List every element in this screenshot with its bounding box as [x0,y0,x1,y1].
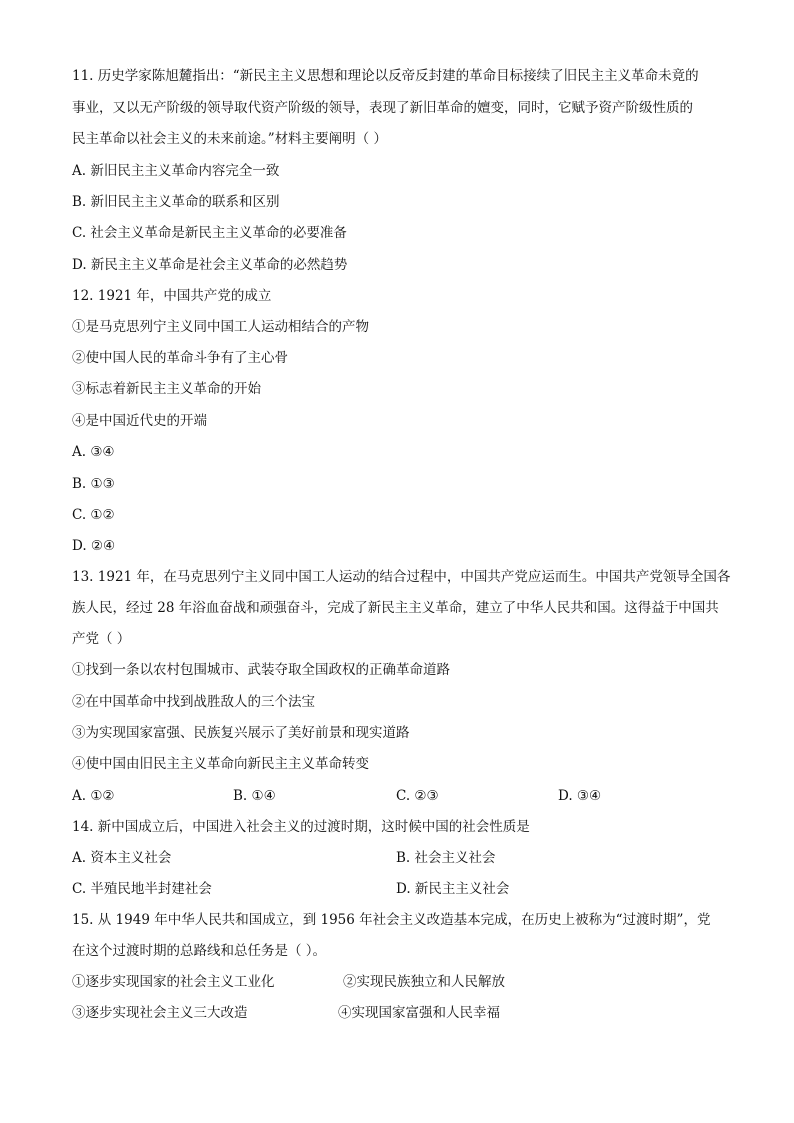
q15-stem-line-2: 在这个过渡时期的总路线和总任务是（ ）。 [72,943,327,959]
q12-option-d: D. ②④ [72,538,116,554]
q11-option-c: C. 社会主义革命是新民主主义革命的必要准备 [72,225,347,241]
q13-stem-line-1: 13. 1921 年，在马克思列宁主义同中国工人运动的结合过程中，中国共产党应运而生。中国共产党领导全国各 [72,569,731,585]
q11-option-b: B. 新旧民主主义革命的联系和区别 [72,194,280,210]
q15-item-2: ②实现民族独立和人民解放 [343,974,505,990]
q11-stem-line-3: 民主革命以社会主义的未来前途。”材料主要阐明（ ） [72,131,387,147]
q13-option-b: B. ①④ [233,788,276,804]
q11-option-a: A. 新旧民主主义革命内容完全一致 [72,163,280,179]
q14-option-b: B. 社会主义社会 [396,850,496,866]
q11-stem-line-2: 事业，又以无产阶级的领导取代资产阶级的领导，表现了新旧革命的嬗变，同时，它赋予资产阶级性质的 [72,100,693,116]
q13-item-3: ③为实现国家富强、民族复兴展示了美好前景和现实道路 [72,725,410,741]
q12-item-2: ②使中国人民的革命斗争有了主心骨 [72,350,288,366]
q14-option-d: D. 新民主主义社会 [396,881,510,897]
q15-item-4: ④实现国家富强和人民幸福 [338,1005,500,1021]
q13-item-4: ④使中国由旧民主主义革命向新民主主义革命转变 [72,756,369,772]
q15-item-3: ③逐步实现社会主义三大改造 [72,1005,248,1021]
q14-option-c: C. 半殖民地半封建社会 [72,881,212,897]
q13-option-a: A. ①② [72,788,115,804]
q11-stem-line-1: 11. 历史学家陈旭麓指出：“新民主主义思想和理论以反帝反封建的革命目标接续了旧民主主义革命未竟的 [72,68,699,84]
q13-stem-line-3: 产党（ ） [72,631,131,647]
q15-stem-line-1: 15. 从 1949 年中华人民共和国成立，到 1956 年社会主义改造基本完成，在历史上被称为“过渡时期”，党 [72,912,711,928]
q11-option-d: D. 新民主主义革命是社会主义革命的必然趋势 [72,257,348,273]
q12-option-b: B. ①③ [72,476,115,492]
q14-stem: 14. 新中国成立后，中国进入社会主义的过渡时期，这时候中国的社会性质是 [72,819,530,835]
q12-option-a: A. ③④ [72,444,115,460]
q13-option-d: D. ③④ [558,788,602,804]
q13-item-2: ②在中国革命中找到战胜敌人的三个法宝 [72,694,315,710]
q15-item-1: ①逐步实现国家的社会主义工业化 [72,974,275,990]
q13-option-c: C. ②③ [396,788,439,804]
q12-option-c: C. ①② [72,507,115,523]
q12-stem: 12. 1921 年，中国共产党的成立 [72,288,272,304]
q13-item-1: ①找到一条以农村包围城市、武装夺取全国政权的正确革命道路 [72,662,450,678]
q14-option-a: A. 资本主义社会 [72,850,172,866]
q12-item-4: ④是中国近代史的开端 [72,413,207,429]
q12-item-1: ①是马克思列宁主义同中国工人运动相结合的产物 [72,319,369,335]
q13-stem-line-2: 族人民，经过 28 年浴血奋战和顽强奋斗，完成了新民主主义革命，建立了中华人民共和国。这得益于中国共 [72,600,719,616]
q12-item-3: ③标志着新民主主义革命的开始 [72,381,261,397]
